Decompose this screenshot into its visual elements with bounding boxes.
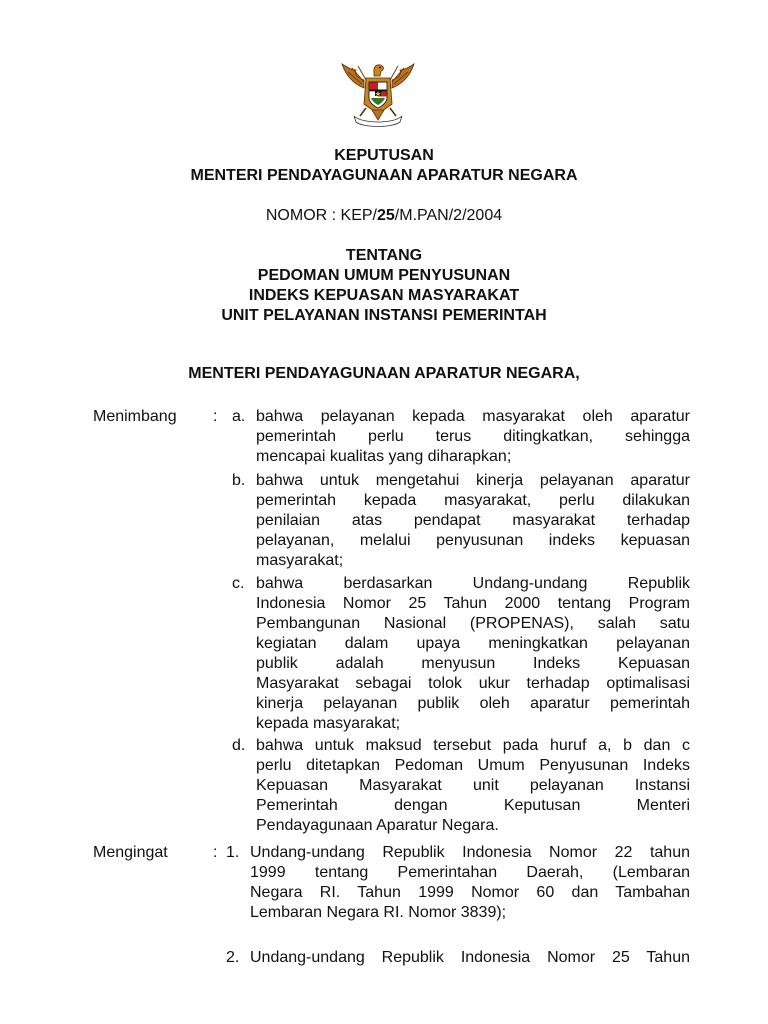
list-item-line: Pemerintah dengan Keputusan Menteri (256, 797, 690, 814)
list-item-line: kinerja pelayanan publik oleh aparatur pemerintah (256, 695, 690, 712)
issuer-title: MENTERI PENDAYAGUNAAN APARATUR NEGARA (190, 167, 578, 184)
mengingat-label: Mengingat (93, 844, 168, 861)
document-title: KEPUTUSAN (334, 147, 434, 164)
decree-number-prefix: NOMOR : KEP/ (265, 207, 377, 224)
subject-line: PEDOMAN UMUM PENYUSUNAN (257, 267, 511, 284)
list-item-line: bahwa pelayanan kepada masyarakat oleh aparatur (256, 408, 690, 425)
subject-line: UNIT PELAYANAN INSTANSI PEMERINTAH (221, 307, 547, 324)
list-item-line: bahwa untuk maksud tersebut pada huruf a, b dan c (256, 737, 690, 754)
list-item (250, 843, 690, 923)
list-marker: c. (232, 575, 245, 592)
list-item (256, 736, 690, 836)
garuda-emblem-icon (340, 58, 416, 128)
list-item-line: Undang-undang Republik Indonesia Nomor 22 tahun (250, 844, 690, 861)
list-marker: 1. (226, 844, 240, 861)
list-item-line: publik adalah menyusun Indeks Kepuasan (256, 655, 690, 672)
list-marker: a. (232, 408, 246, 425)
list-item-line: perlu ditetapkan Pedoman Umum Penyusunan Indeks (256, 757, 690, 774)
list-marker: 2. (226, 949, 240, 966)
preamble: MENTERI PENDAYAGUNAAN APARATUR NEGARA, (188, 365, 580, 382)
decree-number (0, 206, 768, 226)
list-item-line: Kepuasan Masyarakat unit pelayanan Instansi (256, 777, 690, 794)
list-item-line: pemerintah kepada masyarakat, perlu dilakukan (256, 492, 690, 509)
subject-line: INDEKS KEPUASAN MASYARAKAT (248, 287, 520, 304)
menimbang-label: Menimbang (93, 408, 177, 425)
list-item (256, 471, 690, 571)
list-item-line: pemerintah perlu terus ditingkatkan, sehingga (256, 428, 690, 445)
list-item-line: pelayanan, melalui penyusunan indeks kepuasan (256, 532, 690, 549)
list-item-line: Lembaran Negara RI. Nomor 3839); (250, 904, 507, 921)
list-item-line: masyarakat; (256, 552, 344, 569)
list-marker: d. (232, 737, 246, 754)
list-item-line: Pembangunan Nasional (PROPENAS), salah satu (256, 615, 690, 632)
list-marker: b. (232, 472, 246, 489)
list-item-line: Negara RI. Tahun 1999 Nomor 60 dan Tambahan (250, 884, 690, 901)
decree-number-bold: 25 (377, 207, 395, 224)
list-item-line: Undang-undang Republik Indonesia Nomor 25 Tahun (250, 949, 690, 966)
tentang-heading: TENTANG (345, 247, 423, 264)
list-item-line: bahwa berdasarkan Undang-undang Republik (256, 575, 690, 592)
list-item (250, 948, 690, 968)
list-item (256, 574, 690, 734)
list-item-line: mencapai kualitas yang diharapkan; (256, 448, 512, 465)
list-item-line: Indonesia Nomor 25 Tahun 2000 tentang Program (256, 595, 690, 612)
decree-number-suffix: /M.PAN/2/2004 (394, 207, 503, 224)
list-item-line: bahwa untuk mengetahui kinerja pelayanan aparatur (256, 472, 690, 489)
mengingat-colon: : (213, 844, 218, 861)
list-item-line: Pendayagunaan Aparatur Negara. (256, 817, 499, 834)
list-item-line: penilaian atas pendapat masyarakat terhadap (256, 512, 690, 529)
list-item (256, 407, 690, 467)
list-item-line: 1999 tentang Pemerintahan Daerah, (Lembaran (250, 864, 690, 881)
list-item-line: Masyarakat sebagai tolok ukur terhadap optimalisasi (256, 675, 690, 692)
list-item-line: kepada masyarakat; (256, 715, 401, 732)
menimbang-colon: : (213, 408, 218, 425)
list-item-line: kegiatan dalam upaya meningkatkan pelayanan (256, 635, 690, 652)
